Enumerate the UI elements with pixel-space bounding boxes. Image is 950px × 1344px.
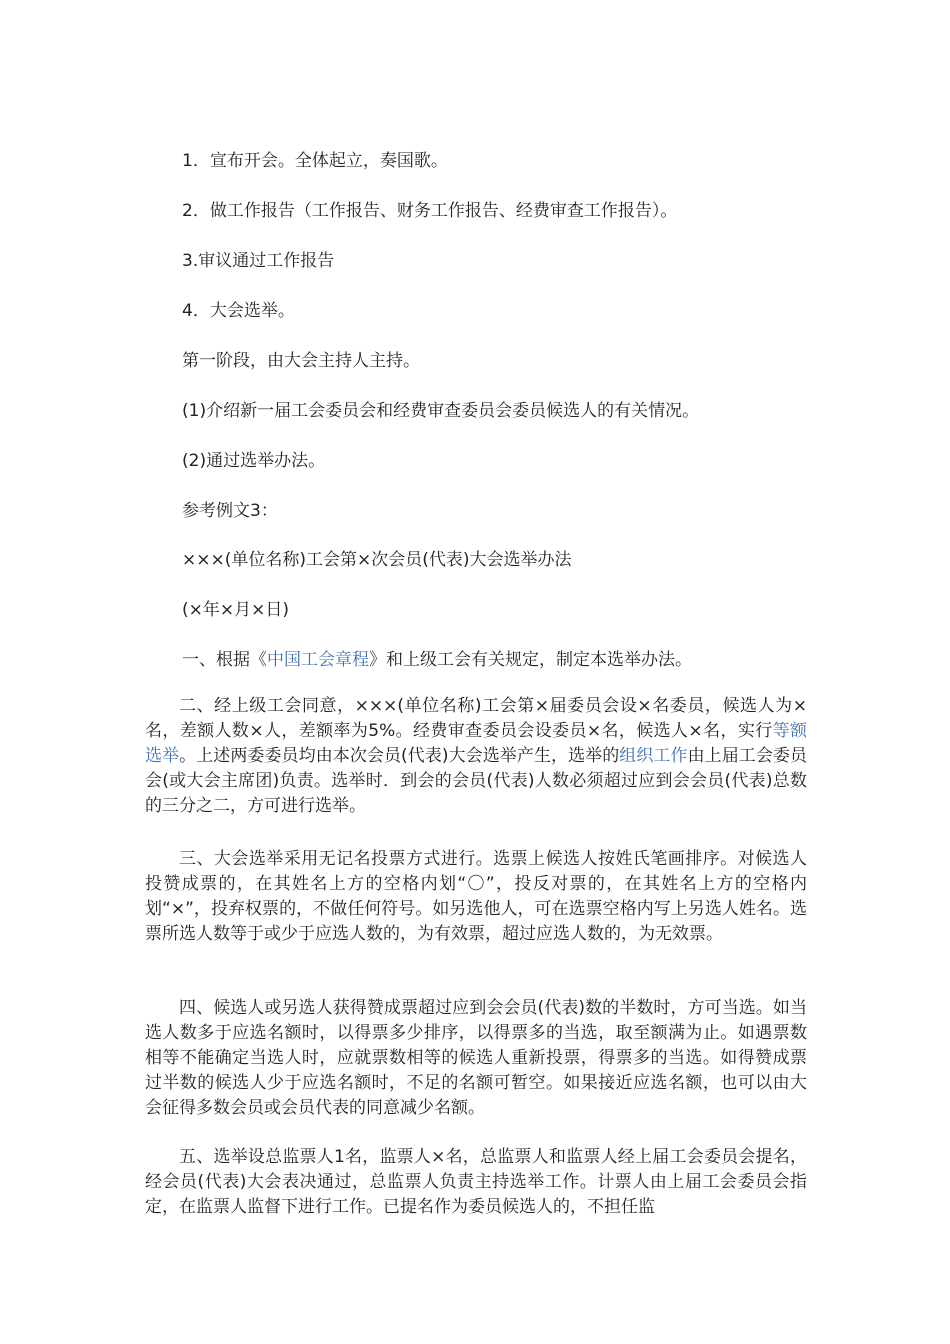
article-2-part2: 。上述两委委员均由本次会员(代表)大会选举产生，选举的 xyxy=(179,746,620,766)
article-2-part3: 由上届工会委员会(或大会主席团)负责。选举时．到会的会员(代表)人数必须超过应到会会员(代表)总数的三分之二，方可进行选举。 xyxy=(145,746,807,816)
article-4: 四、候选人或另选人获得赞成票超过应到会会员(代表)数的半数时，方可当选。如当选人数多于应选名额时，以得票多少排序，以得票多的当选，取至额满为止。如遇票数相等不能确定当选人时，应就票数相等的候选人重新投票，得票多的当选。如得赞成票过半数的候选人少于应选名额时，不足的名额可暂空。如果接近应选名额，也可以由大会征得多数会员或会员代表的同意减少名额。 xyxy=(145,998,807,1118)
organization-work-link[interactable]: 组织工作 xyxy=(619,746,688,766)
reference-label: 参考例文3： xyxy=(182,501,278,521)
document-date: (×年×月×日) xyxy=(182,600,289,620)
stage-one-heading: 第一阶段，由大会主持人主持。 xyxy=(182,351,420,371)
article-1-after: 》和上级工会有关规定，制定本选举办法。 xyxy=(369,650,692,670)
article-1-before: 一、根据《 xyxy=(182,650,267,670)
article-3: 三、大会选举采用无记名投票方式进行。选票上候选人按姓氏笔画排序。对候选人投赞成票的，在其姓名上方的空格内划“〇”，投反对票的，在其姓名上方的空格内划“×”，投弃权票的，不做任何符号。如另选他人，可在选票空格内写上另选人姓名。选票所选人数等于或少于应选人数的，为有效票，超过应选人数的，为无效票。 xyxy=(145,849,807,944)
agenda-item-1: 1．宣布开会。全体起立，奏国歌。 xyxy=(182,151,448,171)
agenda-item-4: 4．大会选举。 xyxy=(182,301,295,321)
agenda-item-3: 3.审议通过工作报告 xyxy=(182,251,335,271)
article-2-part1: 二、经上级工会同意，×××(单位名称)工会第×届委员会设×名委员，候选人为×名，差额人数×人，差额率为5%。经费审查委员会设委员×名，候选人×名，实行 xyxy=(145,696,807,741)
article-5: 五、选举设总监票人1名，监票人×名，总监票人和监票人经上届工会委员会提名，经会员(代表)大会表决通过，总监票人负责主持选举工作。计票人由上届工会委员会指定，在监票人监督下进行工作。已提名作为委员候选人的，不担任监 xyxy=(145,1147,807,1217)
sub-item-1: (1)介绍新一届工会委员会和经费审查委员会委员候选人的有关情况。 xyxy=(182,401,700,421)
article-2 xyxy=(145,694,807,819)
agenda-item-2: 2．做工作报告（工作报告、财务工作报告、经费审查工作报告）。 xyxy=(182,201,678,221)
document-title: ×××(单位名称)工会第×次会员(代表)大会选举办法 xyxy=(182,550,572,570)
union-charter-link[interactable]: 中国工会章程 xyxy=(267,650,369,670)
equal-election-link[interactable]: 等额选举 xyxy=(145,721,808,766)
sub-item-2: (2)通过选举办法。 xyxy=(182,451,326,471)
article-1 xyxy=(182,648,692,672)
